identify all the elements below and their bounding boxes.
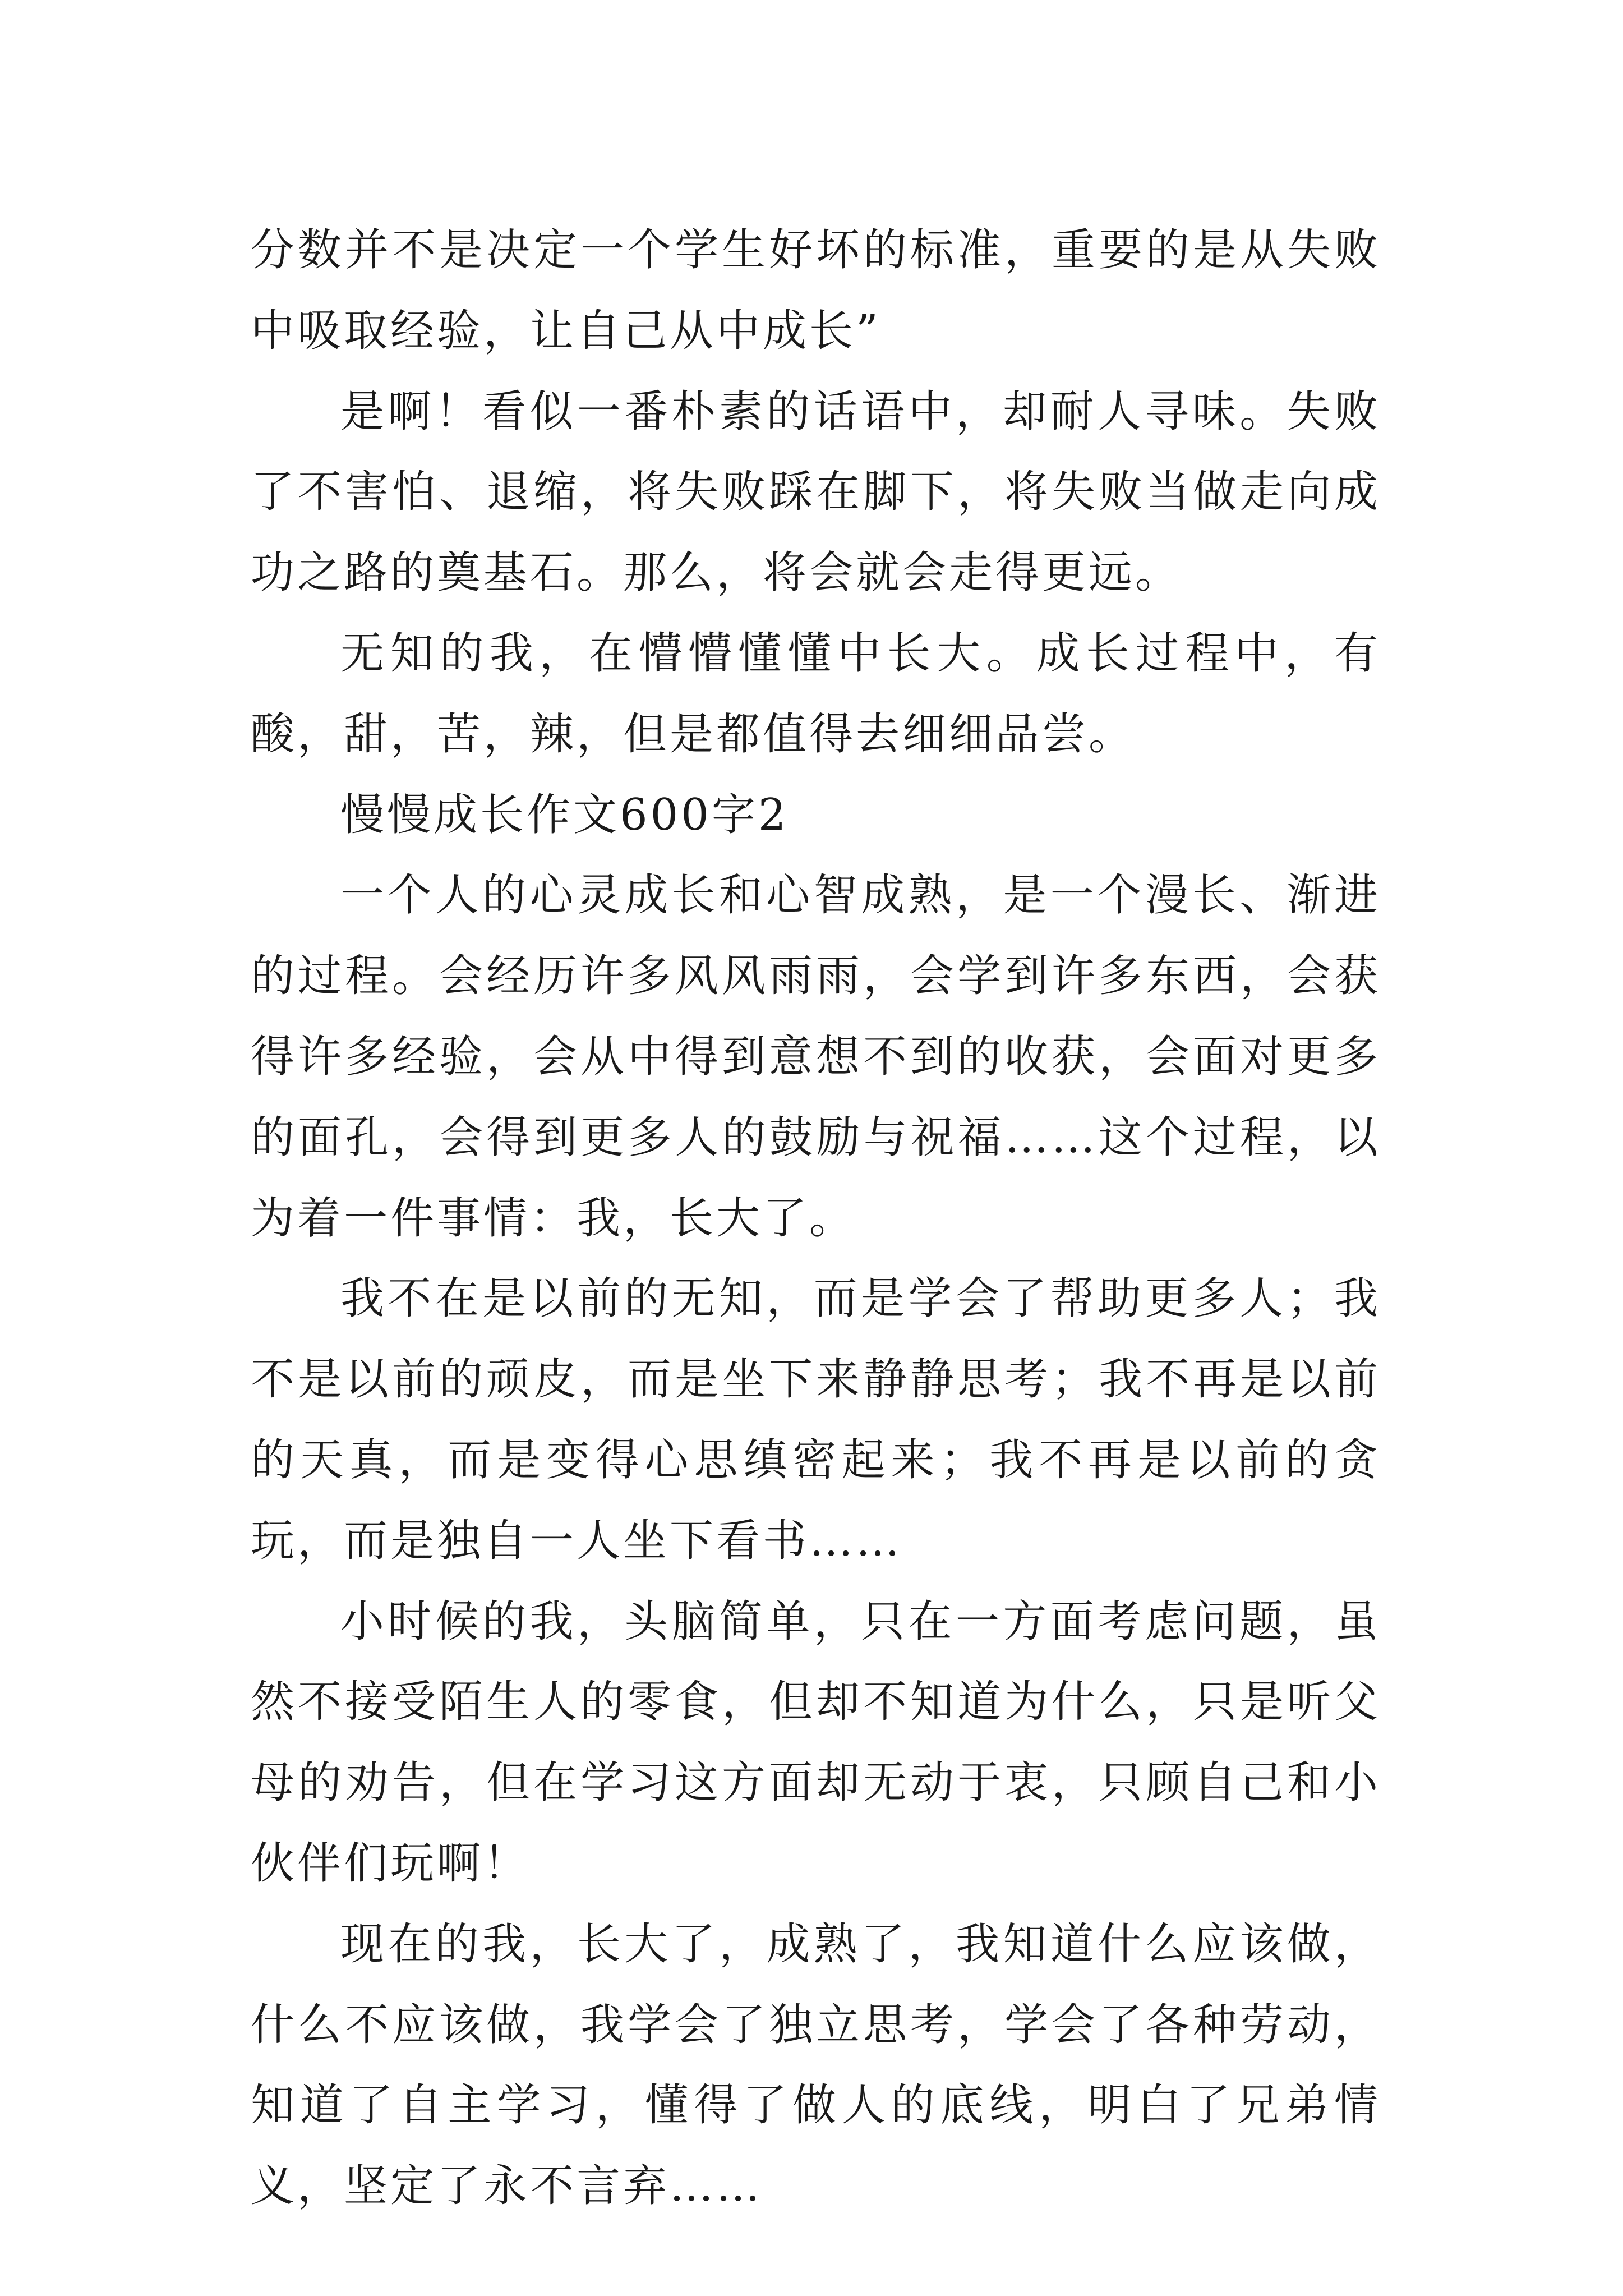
paragraph-1: 分数并不是决定一个学生好坏的标准，重要的是从失败中吸取经验，让自己从中成长” (251, 225, 1381, 356)
paragraph-6: 我不在是以前的无知，而是学会了帮助更多人；我不是以前的顽皮，而是坐下来静静思考；我不再是以前的天真，而是变得心思缜密起来；我不再是以前的贪玩，而是独自一人坐下看书…… (251, 1273, 1381, 1566)
document-body (251, 210, 1381, 2227)
paragraph-7: 小时候的我，头脑简单，只在一方面考虑问题，虽然不接受陌生人的零食，但却不知道为什么，只是听父母的劝告，但在学习这方面却无动于衷，只顾自己和小伙伴们玩啊！ (251, 1596, 1381, 1889)
paragraph-5: 一个人的心灵成长和心智成熟，是一个漫长、渐进的过程。会经历许多风风雨雨，会学到许多东西，会获得许多经验，会从中得到意想不到的收获，会面对更多的面孔，会得到更多人的鼓励与祝福……这个过程，以为着一件事情：我，长大了。 (251, 870, 1381, 1244)
section-heading: 慢慢成长作文600字2 (340, 789, 789, 840)
paragraph-3: 无知的我，在懵懵懂懂中长大。成长过程中，有酸，甜，苦，辣，但是都值得去细细品尝。 (251, 628, 1381, 760)
paragraph-2: 是啊！看似一番朴素的话语中，却耐人寻味。失败了不害怕、退缩，将失败踩在脚下，将失败当做走向成功之路的奠基石。那么，将会就会走得更远。 (251, 386, 1381, 599)
paragraph-8: 现在的我，长大了，成熟了，我知道什么应该做，什么不应该做，我学会了独立思考，学会了各种劳动，知道了自主学习，懂得了做人的底线，明白了兄弟情义，坚定了永不言弃…… (251, 1918, 1381, 2212)
